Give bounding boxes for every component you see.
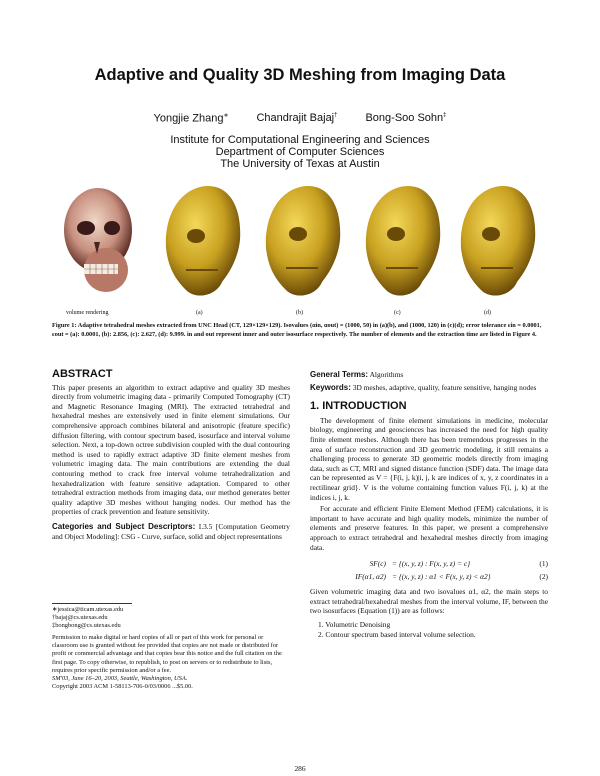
label-d: (d) [484, 310, 491, 316]
footnote-email-2: †bajaj@cs.utexas.edu [52, 614, 108, 622]
label-b: (b) [296, 310, 303, 316]
conference-line: SM'03, June 16–20, 2003, Seattle, Washington, USA. [52, 674, 188, 682]
footnote-email-1: ∗jessica@ticam.utexas.edu [52, 606, 124, 613]
author-3: Bong-Soo Sohn‡ [365, 112, 447, 124]
right-column: General Terms: Algorithms Keywords: 3D meshes, adaptive, quality, feature sensitive, hanging nodes 1. INTRODUCTION The development of finite element simulations in medicine, molecular biology, engineering and geosciences has increased the need for high quality finite element meshes. Although there has been tremendous progresses in the area of surface reconstruction and 3D geometric modeling, it still remains a challenging process to generate 3D geometric models directly from imaging data, such as CT, MRI and signed distance function (SDF) data. The image data can be represented as V = {F(i, j, k)|i, j, k are indices of x, y, z coordinates in a rectilinear grid}. V is the volume containing function values F(i, j, k) at the indices i, j, k. For accurate and efficient Finite Element Method (FEM) calculations, it is important to have accurate and high quality models, minimize the number of elements and preserve features. In this paper, we present a comprehensive approach to extract tetrahedral and hexahedral meshes directly from imaging data. SF(c) = {(x, y, z) : F(x, y, z) = c} (1) IF(α1, α2) = {(x, y, z) : α1 < F(x, y, z) < α2} (2) Given volumetric imaging data and two isovalues α1, α2, the main steps to extract tetrahedral/hexahedral meshes from the interval volume, IF, between the two isosurfaces (Equation (1)) are as follows: 1. Volumetric Denoising 2. Contour spectrum based interval volume selection. [310, 370, 548, 639]
mesh-d-image [451, 178, 541, 308]
author-list [0, 112, 600, 125]
mesh-c-image [356, 178, 446, 308]
equation-1: SF(c) = {(x, y, z) : F(x, y, z) = c} (1) [369, 559, 548, 569]
intro-heading: 1. INTRODUCTION [310, 400, 407, 413]
footnotes [52, 603, 290, 691]
intro-paragraph-3: Given volumetric imaging data and two isovalues α1, α2, the main steps to extract tetrahedral/hexahedral meshes from the interval volume, IF, between the two isosurfaces (Equation (1)) are as follows: [310, 587, 548, 616]
steps-list [310, 620, 548, 639]
abstract-text: This paper presents an algorithm to extract adaptive and quality 3D meshes directly from volumetric imaging data - primarily Computed Tomography (CT) and Magnetic Resonance Imaging (MRI). The extracted tetrahedral and hexahedral meshes are extensively used in finite element simulations. Our comprehensive approach combines bilateral and anisotropic (feature specific) diffusion filtering, with contour spectrum based, isosurface and interval volume selection. Next, a top-down octree subdivision coupled with the dual contouring method is used to rapidly extract adaptive 3D finite element meshes from volumetric imaging data. The main contributions are extending the dual contouring method to crack free interval volume tetrahedralization and hexahedralization with feature sensitive adaptation. Compared to other tetrahedral extraction methods from imaging data, our method generates better quality adaptive 3D meshes without hanging nodes. Our method has the properties of crack prevention and feature sensitivity. [52, 382, 290, 517]
label-c: (c) [394, 310, 401, 316]
mesh-b-image [256, 178, 346, 308]
copyright-line: Copyright 2003 ACM 1-58113-706-0/03/0006 ...$5.00. [52, 682, 193, 690]
abstract-heading: ABSTRACT [52, 368, 113, 380]
footnote-email-3: ‡bongbong@cs.utexas.edu [52, 622, 121, 630]
page-number: 286 [294, 764, 306, 773]
figure-caption: Figure 1: Adaptive tetrahedral meshes extracted from UNC Head (CT, 129×129×129). Isovalues (αin, αout) = (1000, 50) in (a)(b), and (1000, 120) in (c)(d); error tolerance εin = 0.0001, εout = (a): 0.0001, (b): 2.856, (c): 2.627, (d): 9.999. in and out represent inner and outer isosurface respectively. The number of elements and the extraction time are listed in Figure 4. [52, 322, 542, 338]
mesh-a-image [156, 178, 246, 308]
list-item: 1. Volumetric Denoising [318, 620, 391, 630]
author-1: Yongjie Zhang∗ [153, 112, 229, 125]
affiliation: Institute for Computational Engineering and Sciences Department of Computer Sciences The University of Texas at Austin [170, 134, 430, 170]
equation-2: IF(α1, α2) = {(x, y, z) : α1 < F(x, y, z) < α2} (2) [355, 571, 548, 581]
label-volume-rendering: volume rendering [66, 310, 109, 316]
left-column: ABSTRACT This paper presents an algorithm to extract adaptive and quality 3D meshes directly from volumetric imaging data - primarily Computed Tomography (CT) and Magnetic Resonance Imaging (MRI). The extracted tetrahedral and hexahedral meshes are extensively used in finite element simulations. Our comprehensive approach combines bilateral and anisotropic (feature specific) diffusion filtering, with contour spectrum based, isosurface and interval volume selection. Next, a top-down octree subdivision coupled with the dual contouring method is used to rapidly extract adaptive 3D finite element meshes from volumetric imaging data. The main contributions are extending the dual contouring method to crack free interval volume tetrahedralization and hexahedralization with feature sensitive adaptation. Compared to other tetrahedral extraction methods from imaging data, our method generates better quality adaptive 3D meshes without hanging nodes. Our method has the properties of crack prevention and feature sensitivity. Categories and Subject Descriptors: I.3.5 [Computation Geometry and Object Modeling]: CSG - Curve, surface, solid and object representations [52, 368, 290, 541]
intro-paragraph-2: For accurate and efficient Finite Element Method (FEM) calculations, it is important to have accurate and high quality models, minimize the number of elements and preserve features. In this paper, we present a comprehensive approach to extract tetrahedral and hexahedral meshes directly from imaging data. [310, 504, 548, 552]
label-a: (a) [196, 310, 203, 316]
author-2: Chandrajit Bajaj† [256, 112, 338, 124]
paper-title: Adaptive and Quality 3D Meshing from Imaging Data [94, 66, 506, 84]
permission-notice: Permission to make digital or hard copies of all or part of this work for personal or classroom use is granted without fee provided that copies are not made or distributed for profit or commercial advantage and that copies bear this notice and the full citation on the first page. To copy otherwise, to republish, to post on servers or to redistribute to lists, requires prior specific permission and/or a fee. [52, 634, 282, 674]
list-item: 2. Contour spectrum based interval volume selection. [318, 629, 476, 639]
intro-paragraph-1: The development of finite element simulations in medicine, molecular biology, engineering and geosciences has increased the need for high quality finite element meshes. Although there has been tremendous progresses in the area of surface reconstruction and 3D geometric modeling, it still remains a challenging process to generate 3D geometric models directly from imaging data, such as CT, MRI and signed distance function (SDF) data. The image data can be represented as V = {F(i, j, k)|i, j, k are indices of x, y, z coordinates in a rectilinear grid}. V is the volume containing function values F(i, j, k) at the indices i, j, k. [310, 415, 548, 502]
volume-rendering-image [56, 178, 136, 308]
figure-1 [56, 168, 546, 318]
